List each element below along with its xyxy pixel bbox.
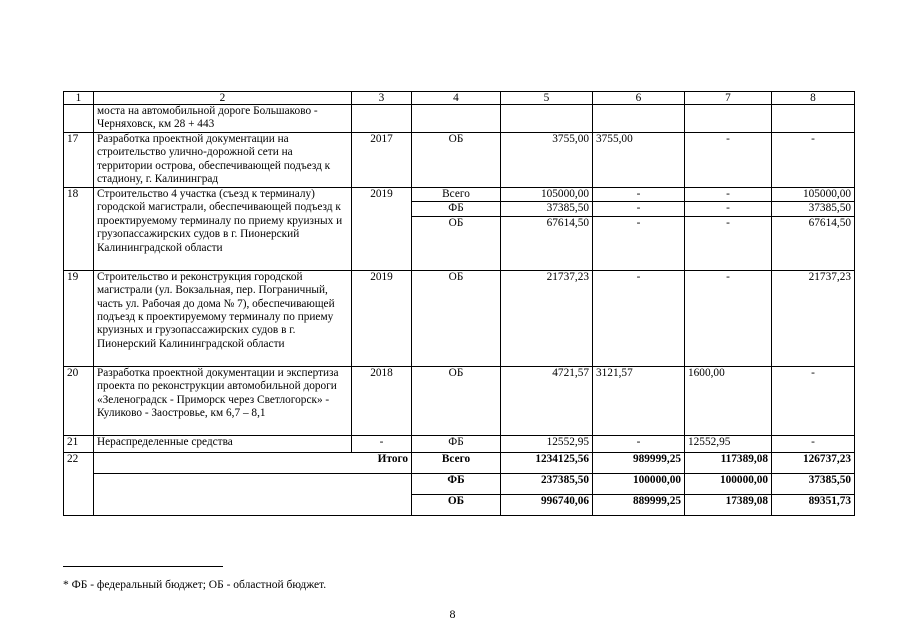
- amount-cell: 3121,57: [593, 366, 685, 435]
- header-cell: 8: [772, 92, 855, 105]
- amount-cell: 1234125,56: [501, 452, 593, 473]
- source-cell: ОБ: [412, 366, 501, 435]
- year-cell: 2019: [352, 270, 412, 366]
- page-number: 8: [449, 607, 456, 621]
- amount-cell: 1600,00: [685, 366, 772, 435]
- source-cell: ФБ: [412, 473, 501, 494]
- amount-cell: 4721,57: [501, 366, 593, 435]
- amount-cell: -: [772, 435, 855, 452]
- amount-cell: -: [685, 216, 772, 270]
- header-cell: 2: [94, 92, 352, 105]
- description-cell: Разработка проектной документации и экспертиза проекта по реконструкции автомобильной дороги «Зеленоградск - Приморск через Светлогорск» - Куликово - Заостровье, км 6,7 – 8,1: [94, 366, 352, 435]
- table-row: [64, 435, 855, 452]
- header-row: [64, 92, 855, 105]
- table-row: [64, 366, 855, 435]
- source-cell: Всего: [412, 188, 501, 202]
- amount-cell: -: [685, 202, 772, 216]
- source-cell: ОБ: [412, 270, 501, 366]
- amount-cell: 105000,00: [501, 188, 593, 202]
- source-cell: ФБ: [412, 202, 501, 216]
- description-cell: Нераспределенные средства: [94, 435, 352, 452]
- amount-cell: 89351,73: [772, 494, 855, 515]
- amount-cell: 37385,50: [501, 202, 593, 216]
- table-row: [64, 133, 855, 188]
- header-cell: 4: [412, 92, 501, 105]
- amount-cell: 3755,00: [593, 133, 685, 188]
- source-cell: ОБ: [412, 216, 501, 270]
- amount-cell: 21737,23: [772, 270, 855, 366]
- year-cell: 2018: [352, 366, 412, 435]
- description-cell: Разработка проектной документации на строительство улично-дорожной сети на территории острова, обеспечивающей подъезд к стадиону, г. Калининград: [94, 133, 352, 188]
- amount-cell: 237385,50: [501, 473, 593, 494]
- year-cell: -: [352, 435, 412, 452]
- amount-cell: -: [593, 188, 685, 202]
- row-number: 20: [64, 366, 94, 435]
- amount-cell: -: [593, 216, 685, 270]
- row-number: 22: [64, 452, 94, 515]
- amount-cell: 105000,00: [772, 188, 855, 202]
- amount-cell: 67614,50: [501, 216, 593, 270]
- description-cell: Строительство 4 участка (съезд к терминалу) городской магистрали, обеспечивающей подъезд к проектируемому терминалу по приему круизных и грузопассажирских судов в г. Пионерский Калининградской области: [94, 188, 352, 271]
- source-cell: Всего: [412, 452, 501, 473]
- amount-cell: -: [593, 435, 685, 452]
- amount-cell: -: [685, 270, 772, 366]
- amount-cell: 126737,23: [772, 452, 855, 473]
- header-cell: 1: [64, 92, 94, 105]
- table-row: [64, 188, 855, 202]
- totals-row: [64, 473, 855, 494]
- footnote-divider: [63, 566, 223, 567]
- amount-cell: 889999,25: [593, 494, 685, 515]
- amount-cell: 996740,06: [501, 494, 593, 515]
- amount-cell: 989999,25: [593, 452, 685, 473]
- amount-cell: -: [685, 133, 772, 188]
- row-number: 17: [64, 133, 94, 188]
- amount-cell: -: [593, 270, 685, 366]
- year-cell: 2019: [352, 188, 412, 271]
- footnote: * ФБ - федеральный бюджет; ОБ - областной бюджет.: [63, 579, 327, 591]
- amount-cell: -: [772, 133, 855, 188]
- description-cell: моста на автомобильной дороге Большаково - Черняховск, км 28 + 443: [94, 105, 352, 133]
- amount-cell: -: [685, 188, 772, 202]
- row-number: 21: [64, 435, 94, 452]
- amount-cell: 12552,95: [501, 435, 593, 452]
- source-cell: ОБ: [412, 133, 501, 188]
- table-row: [64, 105, 855, 133]
- source-cell: ОБ: [412, 494, 501, 515]
- year-cell: 2017: [352, 133, 412, 188]
- source-cell: ФБ: [412, 435, 501, 452]
- totals-label: Итого: [94, 452, 412, 473]
- amount-cell: 100000,00: [685, 473, 772, 494]
- totals-row: [64, 452, 855, 473]
- amount-cell: -: [593, 202, 685, 216]
- budget-table: [63, 91, 855, 516]
- amount-cell: 37385,50: [772, 473, 855, 494]
- amount-cell: 3755,00: [501, 133, 593, 188]
- amount-cell: 17389,08: [685, 494, 772, 515]
- amount-cell: 37385,50: [772, 202, 855, 216]
- header-cell: 6: [593, 92, 685, 105]
- amount-cell: 100000,00: [593, 473, 685, 494]
- amount-cell: 117389,08: [685, 452, 772, 473]
- table-row: [64, 270, 855, 366]
- amount-cell: 12552,95: [685, 435, 772, 452]
- amount-cell: 21737,23: [501, 270, 593, 366]
- header-cell: 3: [352, 92, 412, 105]
- header-cell: 7: [685, 92, 772, 105]
- amount-cell: -: [772, 366, 855, 435]
- header-cell: 5: [501, 92, 593, 105]
- description-cell: Строительство и реконструкция городской магистрали (ул. Вокзальная, пер. Пограничный, часть ул. Рабочая до дома № 7), обеспечивающей подъезд к проектируемому терминалу по приему круизных и грузопассажирских судов в г. Пионерский Калининградской области: [94, 270, 352, 366]
- row-number: 19: [64, 270, 94, 366]
- amount-cell: 67614,50: [772, 216, 855, 270]
- row-number: 18: [64, 188, 94, 271]
